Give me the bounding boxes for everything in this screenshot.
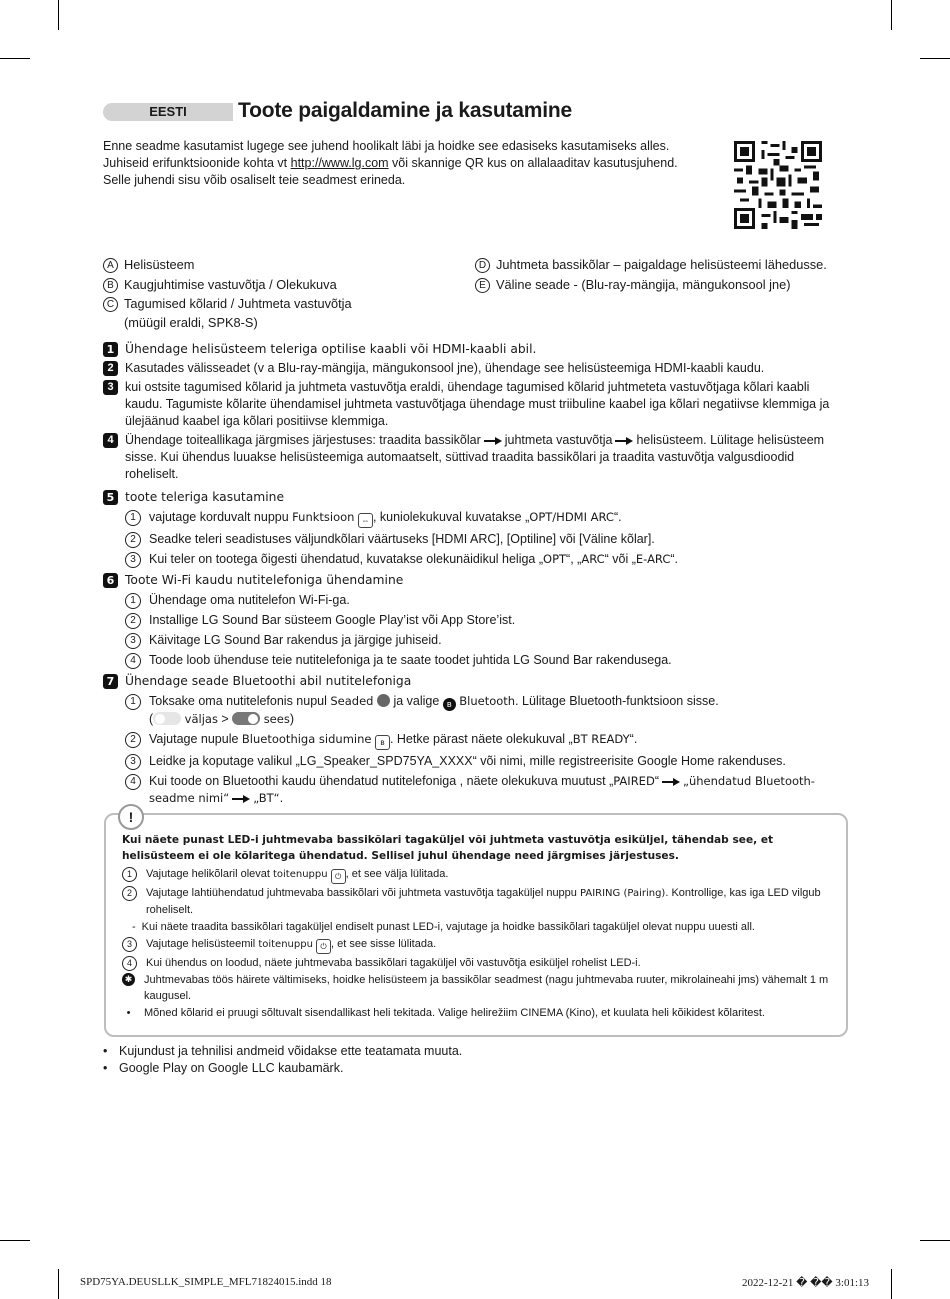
crop-mark: [58, 1269, 59, 1299]
note-item: 3 Vajutage helisüsteemil toitenuppu ⏻ , et see sisse lülitada.: [122, 936, 832, 954]
step-5-sub: 1 vajutage korduvalt nuppu Funktsioon ⇔ , kuniolekukuval kuvatakse „OPT/HDMI ARC“.: [125, 509, 848, 528]
footer-file-name: SPD75YA.DEUSLLK_SIMPLE_MFL71824015.indd 18: [80, 1276, 332, 1288]
lg-link[interactable]: http://www.lg.com: [290, 156, 389, 170]
arrow-icon: [232, 795, 250, 803]
arrow-icon: [615, 437, 633, 445]
note-content: [122, 832, 832, 1022]
function-button-icon: ⇔: [358, 513, 373, 528]
step-7-sub: 3 Leidke ja koputage valikul „LG_Speaker_SPD75YA_XXXX“ või nimi, mille registreerisite Google Home rakenduses.: [125, 753, 848, 770]
letter-badge: E: [475, 278, 490, 293]
legend-left: [103, 256, 352, 333]
steps-list: [103, 341, 848, 810]
arrow-icon: [484, 437, 502, 445]
bottom-note: • Kujundust ja tehnilisi andmeid võidakse ette teatamata muuta.: [103, 1044, 463, 1058]
legend-item: A Helisüsteem: [103, 256, 352, 275]
bluetooth-icon: ʙ: [443, 698, 456, 711]
step-2: 2 Kasutades välisseadet (v a Blu-ray-mängija, mängukonsool jne), ühendage see helisüsteemiga HDMI-kaabli kaudu.: [103, 360, 848, 377]
step-6-sub: 1 Ühendage oma nutitelefon Wi-Fi-ga.: [125, 592, 848, 609]
note-item: 2 Vajutage lahtiühendatud juhtmevaba bassikõlari või juhtmeta vastuvõtja tagaküljel nuppu PAIRING (Pairing). Kontrollige, kas iga LED vilgub roheliselt.: [122, 885, 832, 918]
power-icon: ⏻: [316, 939, 331, 954]
language-tab: EESTI: [103, 103, 233, 121]
letter-badge: B: [103, 278, 118, 293]
step-7-sub: 4 Kui toode on Bluetoothi kaudu ühendatud nutitelefoniga , näete olekukuva muutust „PAIRED“ „ühendatud Bluetooth-seadme nimi“ „BT“.: [125, 773, 848, 807]
note-item: ✱ Juhtmevabas töös häirete vältimiseks, hoidke helisüsteem ja bassikõlar seadmest (nagu juhtmevaba ruuter, mikrolaineahi jms) vähemalt 1 m kaugusel.: [122, 972, 832, 1004]
note-item: 1 Vajutage helikõlaril olevat toitenuppu ⏻ , et see välja lülitada.: [122, 866, 832, 884]
step-5: 5 toote teleriga kasutamine: [103, 489, 848, 506]
crop-mark: [0, 1240, 30, 1241]
bluetooth-pair-button-icon: ʙ: [375, 735, 390, 750]
step-7: 7 Ühendage seade Bluetoothi abil nutitelefoniga: [103, 673, 848, 690]
toggle-off-icon: [153, 712, 181, 725]
crop-mark: [920, 58, 950, 59]
letter-badge: C: [103, 297, 118, 312]
bottom-note: • Google Play on Google LLC kaubamärk.: [103, 1061, 344, 1075]
note-item: • Mõned kõlarid ei pruugi sõltuvalt sisendallikast heli tekitada. Valige helirežiim CINEMA (Kino), et kuulata heli kõikidest kõlaritest.: [122, 1005, 832, 1021]
intro-line: Juhiseid erifunktsioonide kohta vt http://www.lg.com või skannige QR kus on allalaaditav kasutusjuhend.: [103, 156, 678, 170]
crop-mark: [891, 1269, 892, 1299]
step-6: 6 Toote Wi-Fi kaudu nutitelefoniga ühendamine: [103, 572, 848, 589]
power-icon: ⏻: [331, 869, 346, 884]
letter-badge: A: [103, 258, 118, 273]
page-title: Toote paigaldamine ja kasutamine: [238, 99, 572, 122]
intro-text: [103, 138, 703, 189]
step-6-sub: 4 Toode loob ühenduse teie nutitelefoniga ja te saate toodet juhtida LG Sound Bar rakendusega.: [125, 652, 848, 669]
crop-mark: [920, 1240, 950, 1241]
legend-item: C Tagumised kõlarid / Juhtmeta vastuvõtja (müügil eraldi, SPK8-S): [103, 295, 352, 332]
legend-item: D Juhtmeta bassikõlar – paigaldage helisüsteemi lähedusse.: [475, 256, 827, 275]
crop-mark: [0, 58, 30, 59]
toggle-on-icon: [232, 712, 260, 725]
arrow-icon: [662, 778, 680, 786]
note-item: - Kui näete traadita bassikõlari tagaküljel endiselt punast LED-i, vajutage ja hoidke bassikõlari tagaküljel olevat nuppu uuesti all.: [132, 921, 755, 933]
step-3: 3 kui ostsite tagumised kõlarid ja juhtmeta vastuvõtja eraldi, ühendage tagumised kõlarid juhtmeteta vastuvõtjaga kõlari kaabli kaudu. Tagumiste kõlarite ühendamisel juhtmeta vastuvõtjaga ühendage must triibuline kaabel iga kõlari negatiivse klemmiga ja ülejäänud kaabel iga kõlari positiivse klemmiga.: [103, 379, 848, 430]
bottom-notes: [103, 1043, 462, 1077]
settings-icon: [377, 694, 390, 707]
step-5-sub: 3 Kui teler on tootega õigesti ühendatud, kuvatakse olekunäidikul heliga „OPT“, „ARC“ või „E-ARC“.: [125, 551, 848, 568]
letter-badge: D: [475, 258, 490, 273]
note-item: 4 Kui ühendus on loodud, näete juhtmevaba bassikõlari tagaküljel või vastuvõtja esiküljel rohelist LED-i.: [122, 955, 832, 971]
step-5-sub: 2 Seadke teleri seadistuses väljundkõlari väärtuseks [HDMI ARC], [Optiline] või [Väline kõlar].: [125, 531, 848, 548]
intro-line: Enne seadme kasutamist lugege see juhend hoolikalt läbi ja hoidke see edasiseks kasutamiseks alles.: [103, 139, 670, 153]
crop-mark: [891, 0, 892, 30]
bullet-icon: •: [126, 1007, 131, 1019]
intro-line: Selle juhendi sisu võib osaliselt teie seadmest erineda.: [103, 173, 406, 187]
note-heading: Kui näete punast LED-i juhtmevaba bassikõlari tagaküljel või juhtmeta vastuvõtja esiküljel, tähendab see, et helisüsteem ei ole kõlaritega ühendatud. Sellisel juhul ühendage need järgmises järjestuses.: [122, 834, 774, 862]
footer-timestamp: 2022-12-21 � �� 3:01:13: [742, 1277, 870, 1289]
warning-icon: !: [118, 804, 144, 830]
step-1: 1 Ühendage helisüsteem teleriga optilise kaabli või HDMI-kaabli abil.: [103, 341, 848, 358]
step-7-sub: 1 Toksake oma nutitelefonis nupul Seaded ja valige ʙ Bluetooth. Lülitage Bluetooth-funktsioon sisse. ( väljas > sees): [125, 693, 848, 728]
step-6-sub: 2 Installige LG Sound Bar süsteem Google Play’ist või App Store’ist.: [125, 612, 848, 629]
legend-item: B Kaugjuhtimise vastuvõtja / Olekukuva: [103, 276, 352, 295]
legend-item: E Väline seade - (Blu-ray-mängija, mängukonsool jne): [475, 276, 827, 295]
crop-mark: [58, 0, 59, 30]
step-7-sub: 2 Vajutage nupule Bluetoothiga sidumine ʙ . Hetke pärast näete olekukuval „BT READY“.: [125, 731, 848, 750]
qr-code-icon: [734, 141, 822, 229]
step-4: 4 Ühendage toiteallikaga järgmises järjestuses: traadita bassikõlar juhtmeta vastuvõtja helisüsteem. Lülitage helisüsteem sisse. Kui ühendus luuakse helisüsteemiga automaatselt, süttivad traadita bassikõlari ja traadita vastuvõtja valgusdioodid roheliselt.: [103, 432, 848, 483]
step-6-sub: 3 Käivitage LG Sound Bar rakendus ja järgige juhiseid.: [125, 632, 848, 649]
star-bullet-icon: ✱: [122, 973, 135, 986]
legend-right: [475, 256, 827, 295]
